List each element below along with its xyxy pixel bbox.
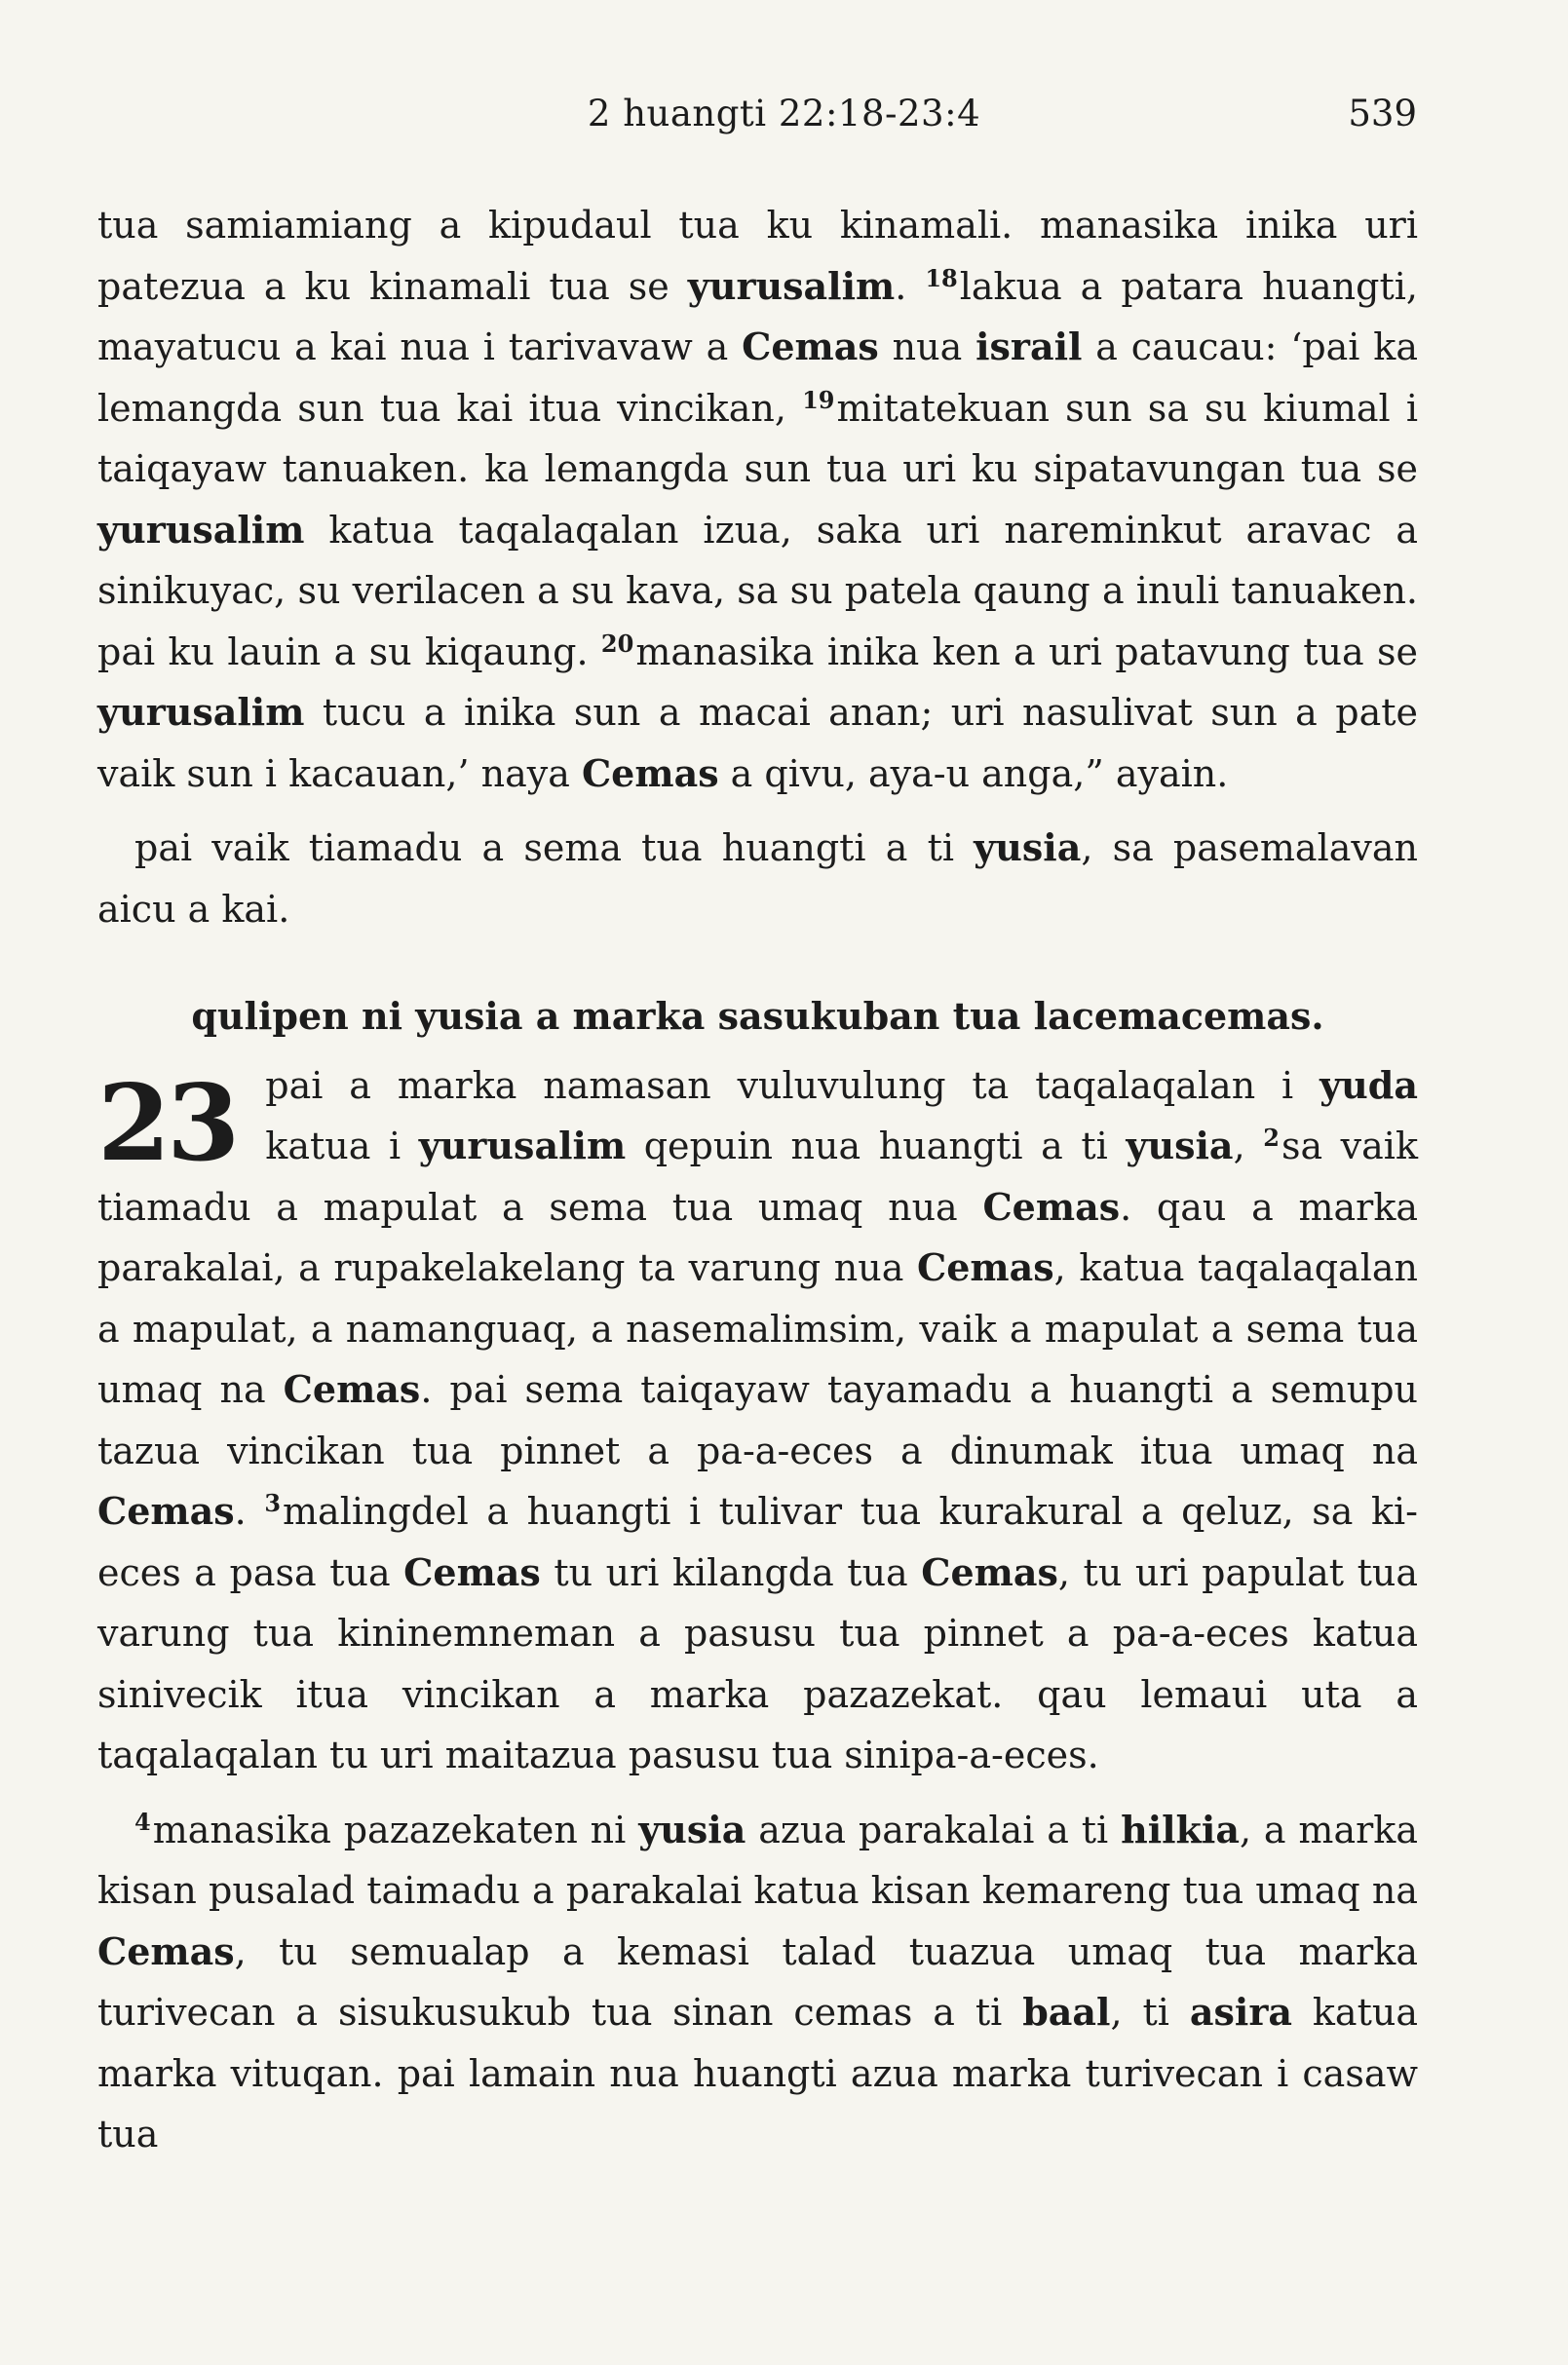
running-title: 2 huangti 22:18-23:4 (587, 93, 981, 134)
page-header (0, 93, 1568, 151)
person-name: yusia (1126, 1124, 1234, 1167)
text-body (97, 195, 1418, 2165)
text-run: tu uri kilangda tua (540, 1550, 922, 1594)
text-run: a caucau: ‘pai ka lemangda sun tua kai itua vincikan, (97, 325, 1418, 430)
text-run: sa vaik tiamadu a mapulat a sema tua umaq nua (97, 1125, 1418, 1229)
text-run: , (1233, 1125, 1264, 1167)
verse-number: 3 (264, 1489, 282, 1517)
text-run: manasika pazazekaten ni (152, 1808, 639, 1851)
text-run: , tu uri papulat tua varung tua kininemneman a pasusu tua pinnet a pa-a-eces katua sinivecik itua vincikan a marka pazazekat. qau lemaui uta a taqalaqalan tu uri maitazua pasusu tua sinipa-a-eces. (97, 1550, 1418, 1776)
text-run: . (234, 1490, 265, 1533)
divine-name: Cemas (916, 1245, 1054, 1289)
divine-name: Cemas (742, 324, 879, 368)
text-run: , a marka kisan pusalad taimadu a parakalai katua kisan kemareng tua umaq na (97, 1808, 1418, 1912)
text-run: katua marka vituqan. pai lamain nua huangti azua marka turivecan i casaw tua (97, 1991, 1418, 2155)
place-name: israil (975, 324, 1083, 368)
text-run: pai a marka namasan vuluvulung ta taqalaqalan i (265, 1063, 1320, 1107)
text-run: qepuin nua huangti a ti (626, 1125, 1127, 1167)
text-run: a qivu, aya-u anga,” ayain. (718, 751, 1229, 795)
paragraph-4 (97, 1800, 1418, 2165)
text-run: katua taqalaqalan izua, saka uri nareminkut aravac a sinikuyac, su verilacen a su kava, sa su patela qaung a inuli tanuaken. pai ku lauin a su kiqaung. (97, 508, 1418, 673)
person-name: hilkia (1121, 1807, 1240, 1851)
text-run: nua (878, 325, 976, 368)
verse-number: 4 (134, 1807, 151, 1836)
verse-number: 2 (1263, 1124, 1280, 1152)
page-number: 539 (1348, 93, 1417, 134)
verse-number: 19 (802, 385, 835, 414)
text-run: tucu a inika sun a macai anan; uri nasulivat sun a pate vaik sun i kacauan,’ naya (97, 691, 1418, 795)
paragraph-2 (97, 818, 1418, 939)
text-run: pai vaik tiamadu a sema tua huangti a ti (134, 826, 975, 869)
place-name: yurusalim (418, 1124, 627, 1167)
divine-name: Cemas (403, 1549, 541, 1594)
divine-name: Cemas (97, 1928, 235, 1973)
divine-name: Cemas (982, 1184, 1121, 1229)
place-name: yuda (1319, 1062, 1418, 1107)
divine-name: Cemas (97, 1489, 235, 1533)
verse-number: 18 (925, 263, 958, 292)
place-name: yurusalim (97, 507, 305, 552)
place-name: yurusalim (97, 690, 305, 734)
divine-name: Cemas (581, 750, 719, 795)
text-run: tua samiamiang a kipudaul tua ku kinamali. manasika inika uri patezua a ku kinamali tua se (97, 204, 1418, 308)
text-run: . pai sema taiqayaw tayamadu a huangti a semupu tazua vincikan tua pinnet a pa-a-eces a dinumak itua umaq na (97, 1368, 1418, 1472)
person-name: yusia (974, 825, 1082, 869)
deity-name: baal (1022, 1990, 1111, 2034)
text-run: katua i (265, 1125, 419, 1167)
person-name: yusia (638, 1807, 746, 1851)
paragraph-1 (97, 195, 1418, 804)
text-run: . qau a marka parakalai, a rupakelakelang ta varung nua (97, 1185, 1418, 1289)
text-run: malingdel a huangti i tulivar tua kurakural a qeluz, sa ki-eces a pasa tua (97, 1490, 1418, 1594)
text-run: lakua a patara huangti, mayatucu a kai nua i tarivavaw a (97, 264, 1418, 368)
section-heading: qulipen ni yusia a marka sasukuban tua lacemacemas. (191, 994, 1324, 1038)
text-run: mitatekuan sun sa su kiumal i taiqayaw tanuaken. ka lemangda sun tua uri ku sipatavungan tua se (97, 386, 1418, 490)
text-run: , sa pasemalavan aicu a kai. (97, 826, 1418, 931)
verse-number: 20 (600, 629, 634, 658)
divine-name: Cemas (283, 1367, 421, 1411)
deity-name: asira (1189, 1990, 1292, 2034)
chapter-number: 23 (97, 1061, 237, 1185)
divine-name: Cemas (921, 1549, 1058, 1594)
text-run: , katua taqalaqalan a mapulat, a namanguaq, a nasemalimsim, vaik a mapulat a sema tua umaq na (97, 1246, 1418, 1411)
chapter-23-paragraph (97, 1055, 1418, 1786)
text-run: . (895, 264, 926, 308)
text-run: , tu semualap a kemasi talad tuazua umaq tua marka turivecan a sisukusukub tua sinan cemas a ti (97, 1929, 1418, 2034)
place-name: yurusalim (687, 263, 896, 308)
text-run: , ti (1110, 1991, 1190, 2034)
text-run: azua parakalai a ti (746, 1808, 1122, 1851)
text-run: manasika inika ken a uri patavung tua se (635, 629, 1418, 673)
